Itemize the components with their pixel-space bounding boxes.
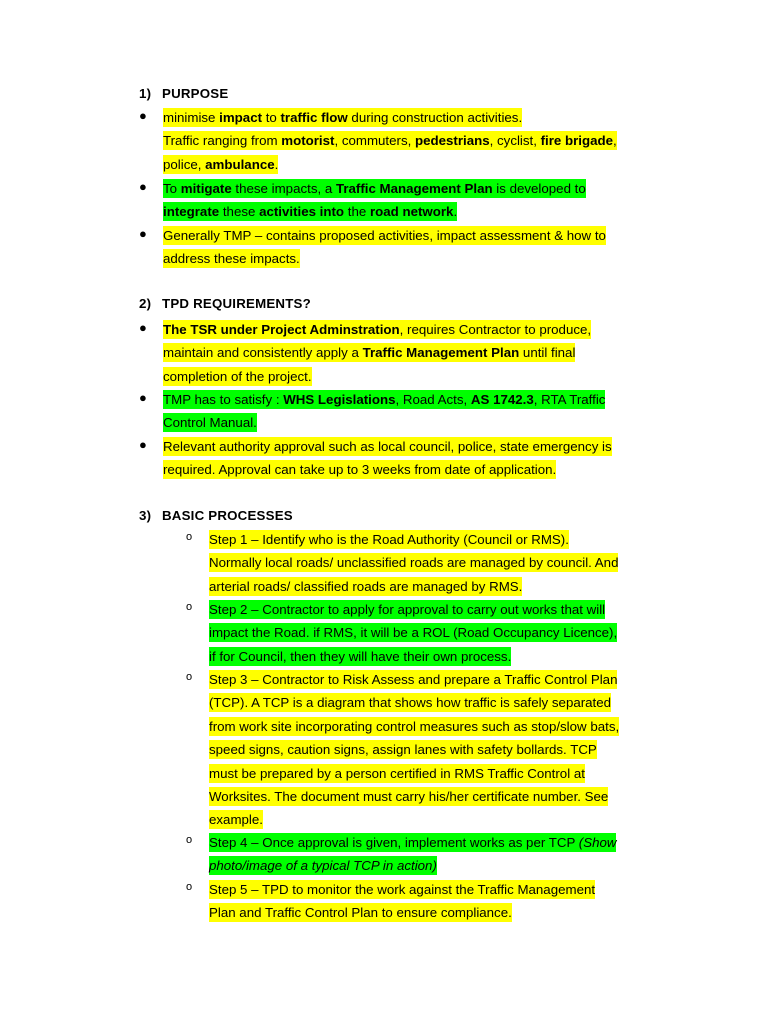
text-segment: Normally local roads/ unclassified roads are managed by council. And	[209, 555, 619, 571]
text-line	[163, 388, 605, 411]
text-line	[209, 575, 618, 598]
text-line	[209, 691, 619, 714]
highlighted-text	[209, 670, 617, 689]
bold-text: pedestrians	[415, 133, 490, 149]
text-segment: example.	[209, 812, 263, 828]
text-segment: Step 3 – Contractor to Risk Assess and prepare a Traffic Control Plan	[209, 672, 618, 687]
text-segment: Traffic ranging from	[163, 133, 282, 149]
highlighted-text	[163, 155, 278, 174]
text-segment: these	[219, 204, 260, 220]
text-segment: , commuters,	[334, 133, 415, 149]
text-line	[163, 365, 591, 388]
highlighted-text	[209, 600, 605, 619]
text-line	[209, 808, 619, 831]
highlighted-text	[209, 833, 616, 852]
text-segment: .	[274, 156, 279, 172]
list-item	[163, 106, 617, 176]
italic-text: (Show	[578, 835, 617, 850]
bold-text: Traffic Management Plan	[362, 345, 520, 361]
bold-text: activities into	[259, 204, 345, 220]
text-line	[163, 200, 586, 223]
text-line	[209, 738, 619, 761]
text-segment: must be prepared by a person certified in RMS Traffic Control at	[209, 765, 585, 781]
text-segment: Step 2 – Contractor to apply for approval to carry out works that will	[209, 602, 606, 617]
bold-text: road network	[369, 204, 454, 220]
highlighted-text	[209, 856, 437, 875]
text-segment: , Road Acts,	[395, 392, 471, 407]
highlighted-text	[209, 693, 611, 712]
bold-text: The TSR under Project Adminstration	[163, 322, 400, 337]
bold-text: WHS Legislations	[283, 392, 396, 407]
list-item	[163, 435, 612, 482]
list-item	[163, 177, 586, 224]
section-title: TPD REQUIREMENTS?	[162, 296, 311, 311]
list-item	[209, 831, 616, 878]
section-number: 3)	[139, 508, 152, 523]
text-segment: Plan and Traffic Control Plan to ensure compliance.	[209, 905, 512, 921]
text-segment: if for Council, then they will have their own process.	[209, 648, 512, 664]
text-segment: Relevant authority approval such as local council, police, state emergency is	[163, 439, 612, 454]
text-segment: address these impacts.	[163, 251, 300, 267]
highlighted-text	[209, 740, 597, 759]
highlighted-text	[209, 903, 512, 922]
section-heading-processes	[139, 508, 293, 523]
text-line	[163, 129, 617, 152]
text-line	[209, 715, 619, 738]
sub-bullet-icon: o	[186, 601, 193, 613]
text-segment: , RTA Traffic	[533, 392, 606, 407]
text-segment: Step 5 – TPD to monitor the work against the Traffic Management	[209, 882, 596, 897]
list-item	[209, 598, 617, 668]
section-heading-purpose	[139, 86, 228, 101]
text-line	[209, 831, 616, 854]
text-line	[209, 785, 619, 808]
highlighted-text	[163, 249, 300, 268]
text-line	[209, 645, 617, 668]
text-segment: .	[453, 204, 458, 220]
bullet-icon: ●	[139, 320, 147, 335]
text-segment: minimise	[163, 110, 220, 125]
text-segment: required. Approval can take up to 3 weeks from date of application.	[163, 462, 557, 478]
text-line	[163, 224, 606, 247]
text-line	[209, 668, 619, 691]
text-segment: Step 4 – Once approval is given, implement works as per TCP	[209, 835, 579, 850]
text-segment: completion of the project.	[163, 368, 312, 384]
highlighted-text	[163, 108, 522, 127]
italic-text: photo/image of a typical TCP in action)	[209, 858, 437, 874]
text-segment: ,	[613, 133, 617, 149]
text-segment: to	[262, 110, 281, 125]
bold-text: fire brigade	[540, 133, 614, 149]
highlighted-text	[163, 367, 312, 386]
text-line	[163, 435, 612, 458]
highlighted-text	[163, 460, 556, 479]
bullet-icon: ●	[139, 390, 147, 405]
highlighted-text	[163, 437, 612, 456]
text-line	[163, 153, 617, 176]
list-item	[209, 528, 618, 598]
text-line	[163, 247, 606, 270]
sub-bullet-icon: o	[186, 671, 193, 683]
text-line	[163, 341, 591, 364]
highlighted-text	[209, 553, 618, 572]
text-line	[209, 551, 618, 574]
section-number: 2)	[139, 296, 152, 311]
text-segment: police,	[163, 156, 206, 172]
highlighted-text	[163, 179, 586, 198]
highlighted-text	[163, 320, 591, 339]
text-segment: Generally TMP – contains proposed activities, impact assessment & how to	[163, 228, 606, 243]
highlighted-text	[209, 717, 619, 736]
highlighted-text	[163, 343, 575, 362]
text-line	[163, 458, 612, 481]
section-number: 1)	[139, 86, 152, 101]
bold-text: AS 1742.3	[470, 392, 534, 407]
text-segment: from work site incorporating control measures such as stop/slow bats,	[209, 718, 620, 734]
highlighted-text	[163, 390, 605, 409]
text-line	[209, 762, 619, 785]
text-segment: the	[344, 204, 370, 220]
text-segment: , cyclist,	[489, 133, 541, 149]
list-item	[209, 878, 595, 925]
highlighted-text	[209, 577, 522, 596]
list-item	[163, 318, 591, 388]
text-line	[163, 106, 617, 129]
bullet-icon: ●	[139, 108, 147, 123]
highlighted-text	[209, 530, 569, 549]
highlighted-text	[209, 764, 585, 783]
bold-text: ambulance	[205, 156, 275, 172]
list-item	[163, 224, 606, 271]
list-item	[209, 668, 619, 832]
bold-text: Traffic Management Plan	[335, 181, 493, 196]
highlighted-text	[209, 880, 595, 899]
bold-text: motorist	[281, 133, 335, 149]
text-segment: Worksites. The document must carry his/her certificate number. See	[209, 788, 609, 804]
text-segment: is developed to	[492, 181, 586, 196]
text-segment: Step 1 – Identify who is the Road Authority (Council or RMS).	[209, 532, 569, 547]
text-segment: these impacts, a	[231, 181, 336, 196]
text-line	[163, 177, 586, 200]
highlighted-text	[163, 131, 617, 150]
text-line	[163, 411, 605, 434]
text-segment: until final	[519, 345, 576, 361]
highlighted-text	[209, 623, 617, 642]
text-line	[209, 528, 618, 551]
text-segment: TMP has to satisfy :	[163, 392, 284, 407]
section-heading-requirements	[139, 296, 311, 311]
sub-bullet-icon: o	[186, 881, 193, 893]
highlighted-text	[209, 647, 511, 666]
text-segment: maintain and consistently apply a	[163, 345, 363, 361]
bullet-icon: ●	[139, 226, 147, 241]
section-title: PURPOSE	[162, 86, 229, 101]
text-segment: arterial roads/ classified roads are managed by RMS.	[209, 578, 523, 594]
text-segment: impact the Road. if RMS, it will be a ROL (Road Occupancy Licence),	[209, 625, 618, 641]
highlighted-text	[163, 202, 457, 221]
bold-text: integrate	[163, 204, 220, 220]
text-segment: Control Manual.	[163, 415, 257, 431]
text-line	[209, 901, 595, 924]
list-item	[163, 388, 605, 435]
text-line	[209, 878, 595, 901]
bullet-icon: ●	[139, 179, 147, 194]
text-line	[209, 854, 616, 877]
text-segment: speed signs, caution signs, assign lanes with safety bollards. TCP	[209, 742, 597, 758]
highlighted-text	[209, 787, 608, 806]
highlighted-text	[209, 810, 263, 829]
sub-bullet-icon: o	[186, 531, 193, 543]
bold-text: mitigate	[180, 181, 232, 196]
text-line	[209, 621, 617, 644]
bold-text: traffic flow	[280, 110, 348, 125]
text-line	[163, 318, 591, 341]
highlighted-text	[163, 413, 257, 432]
section-title: BASIC PROCESSES	[162, 508, 293, 523]
text-line	[209, 598, 617, 621]
sub-bullet-icon: o	[186, 834, 193, 846]
text-segment: during construction activities.	[347, 110, 523, 125]
bullet-icon: ●	[139, 437, 147, 452]
text-segment: To	[163, 181, 181, 196]
bold-text: impact	[219, 110, 263, 125]
text-segment: , requires Contractor to produce,	[399, 322, 592, 337]
text-segment: (TCP). A TCP is a diagram that shows how traffic is safely separated	[209, 695, 612, 711]
highlighted-text	[163, 226, 606, 245]
